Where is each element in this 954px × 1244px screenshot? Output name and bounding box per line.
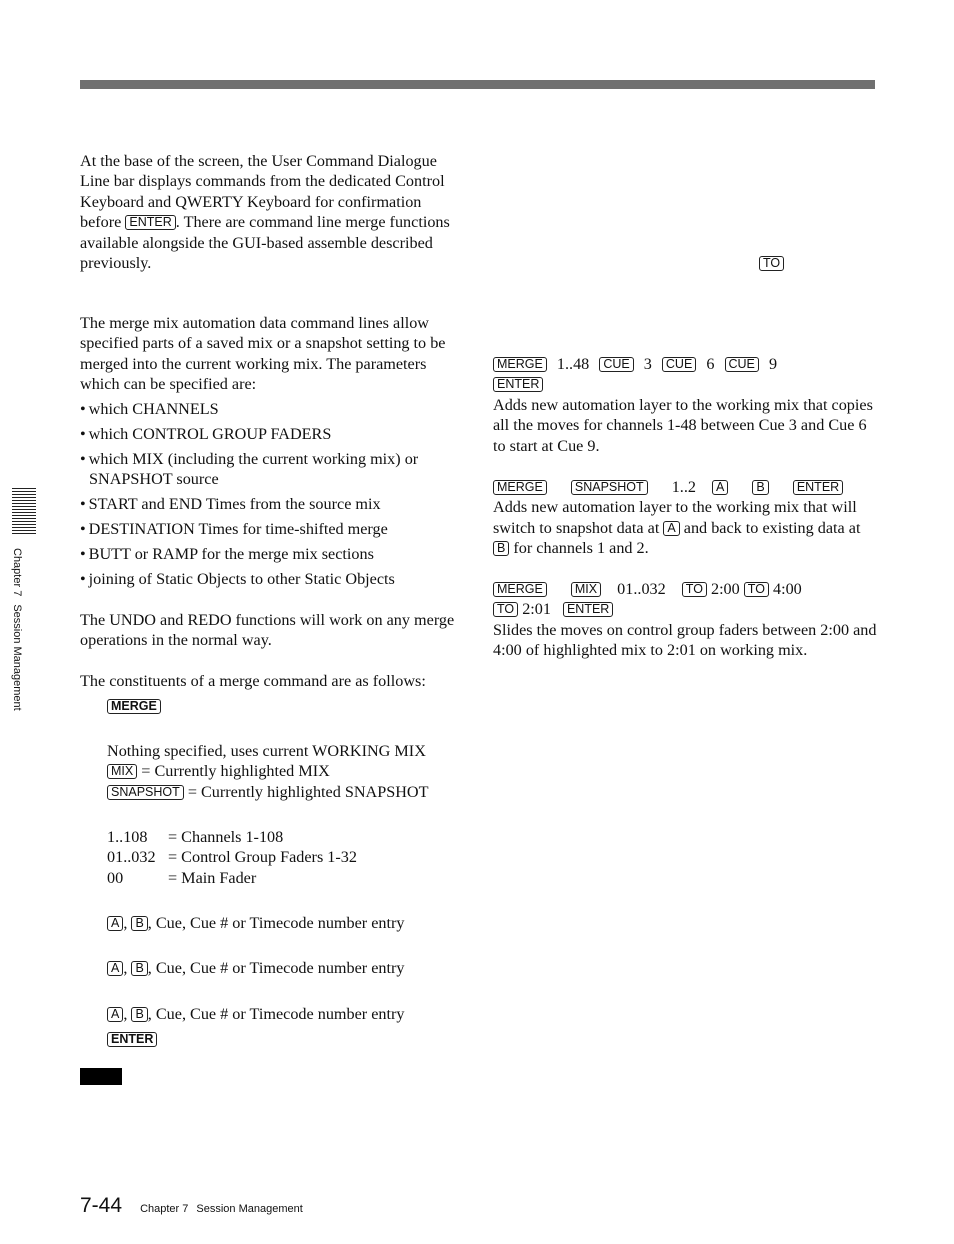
example-2	[493, 477, 878, 559]
a-key: A	[712, 480, 728, 495]
enter-key: ENTER	[563, 602, 613, 617]
list-item: • START and END Times from the source mix	[80, 495, 381, 514]
example-3: MERGE MIX 01..032 TO 2:00 TO 4:00 TO 2:01 ENTER Slides the moves on control group faders between 2:00 and 4:00 of highlighted mix to 2:01 on working mix.	[493, 580, 877, 660]
a-key: A	[107, 916, 123, 931]
intro-text-end: . There are command line merge functions available alongside the GUI-based assemble described previously.	[80, 213, 450, 273]
merge-key: MERGE	[107, 699, 161, 714]
list-item: • DESTINATION Times for time-shifted merge	[80, 520, 388, 539]
merge-paragraph	[80, 313, 465, 395]
cue-key: CUE	[725, 357, 759, 372]
intro-paragraph	[80, 151, 465, 273]
constituent-end-time: A , B , Cue, Cue # or Timecode number entry	[107, 958, 477, 978]
enter-key: ENTER	[493, 377, 543, 392]
a-key: A	[107, 961, 123, 976]
source-mix: MIX = Currently highlighted MIX	[107, 761, 477, 781]
merge-key: MERGE	[493, 357, 547, 372]
sidebar-chapter-label: Chapter 7Session Management	[11, 548, 23, 711]
example-1	[493, 354, 878, 456]
note-marker	[80, 1068, 122, 1085]
to-key: TO	[744, 582, 769, 597]
chapter-tab-marker	[12, 488, 36, 534]
constituents-intro: The constituents of a merge command are as follows:	[80, 672, 426, 690]
b-key: B	[131, 1007, 147, 1022]
cue-key: CUE	[662, 357, 696, 372]
channel-row: 01..032 = Control Group Faders 1-32	[107, 848, 357, 867]
b-key: B	[752, 480, 768, 495]
undo-paragraph	[80, 610, 465, 651]
example-command: MERGE MIX 01..032 TO 2:00 TO 4:00	[493, 579, 878, 599]
example-description: Adds new automation layer to the working mix that copies all the moves for channels 1-48 between Cue 3 and Cue 6 to start at Cue 9.	[493, 395, 873, 455]
constituent-destination-time: A , B , Cue, Cue # or Timecode number entry ENTER	[107, 1004, 477, 1050]
to-key: TO	[759, 256, 784, 271]
example-command: MERGE 1..48 CUE 3 CUE 6 CUE 9	[493, 354, 878, 374]
constituent-source	[107, 741, 477, 802]
source-default: Nothing specified, uses current WORKING MIX	[107, 742, 426, 760]
undo-text: The UNDO and REDO functions will work on any merge operations in the normal way.	[80, 611, 455, 650]
source-snapshot: SNAPSHOT = Currently highlighted SNAPSHOT	[107, 782, 477, 802]
to-key: TO	[682, 582, 707, 597]
page-number: 7-44	[80, 1194, 123, 1217]
list-item: • which CHANNELS	[80, 400, 219, 418]
list-item: • which MIX (including the current working mix) or SNAPSHOT source	[80, 450, 419, 489]
example-command: MERGE SNAPSHOT 1..2 A B ENTER	[493, 477, 878, 497]
b-key: B	[493, 541, 509, 556]
a-key: A	[107, 1007, 123, 1022]
enter-key: ENTER	[107, 1032, 157, 1047]
example-description: Slides the moves on control group faders between 2:00 and 4:00 of highlighted mix to 2:01 on working mix.	[493, 620, 877, 660]
constituent-merge	[107, 696, 477, 716]
enter-key: ENTER	[125, 215, 175, 230]
mix-key: MIX	[107, 764, 137, 779]
stray-to-key-wrap	[759, 253, 784, 273]
footer-chapter: Chapter 7 Session Management	[140, 1203, 303, 1215]
channel-row: 1..108 = Channels 1-108	[107, 828, 284, 846]
merge-text: The merge mix automation data command lines allow specified parts of a saved mix or a snapshot setting to be merged into the current working mix. The parameters which can be specified are:	[80, 314, 446, 394]
channel-row: 00 = Main Fader	[107, 868, 257, 887]
merge-key: MERGE	[493, 582, 547, 597]
constituent-channels	[107, 827, 477, 888]
constituent-start-time: A , B , Cue, Cue # or Timecode number entry	[107, 913, 477, 933]
enter-key: ENTER	[793, 480, 843, 495]
header-rule	[80, 80, 875, 89]
list-item: • joining of Static Objects to other Static Objects	[80, 570, 395, 589]
list-item: • which CONTROL GROUP FADERS	[80, 425, 332, 443]
b-key: B	[131, 916, 147, 931]
parameter-list	[80, 399, 465, 594]
snapshot-key: SNAPSHOT	[571, 480, 648, 495]
intro-text: At the base of the screen, the User Command Dialogue Line bar displays commands from the dedicated Control Keyboard and QWERTY Keyboard for confirmation before	[80, 152, 445, 232]
a-key: A	[663, 521, 679, 536]
cue-key: CUE	[599, 357, 633, 372]
to-key: TO	[493, 602, 518, 617]
example-description: Adds new automation layer to the working mix that will switch to snapshot data at A and back to existing data at B for channels 1 and 2.	[493, 498, 861, 558]
mix-key: MIX	[571, 582, 601, 597]
merge-key: MERGE	[493, 480, 547, 495]
page-footer	[80, 1196, 303, 1219]
list-item: • BUTT or RAMP for the merge mix sections	[80, 545, 374, 564]
snapshot-key: SNAPSHOT	[107, 785, 184, 800]
b-key: B	[131, 961, 147, 976]
